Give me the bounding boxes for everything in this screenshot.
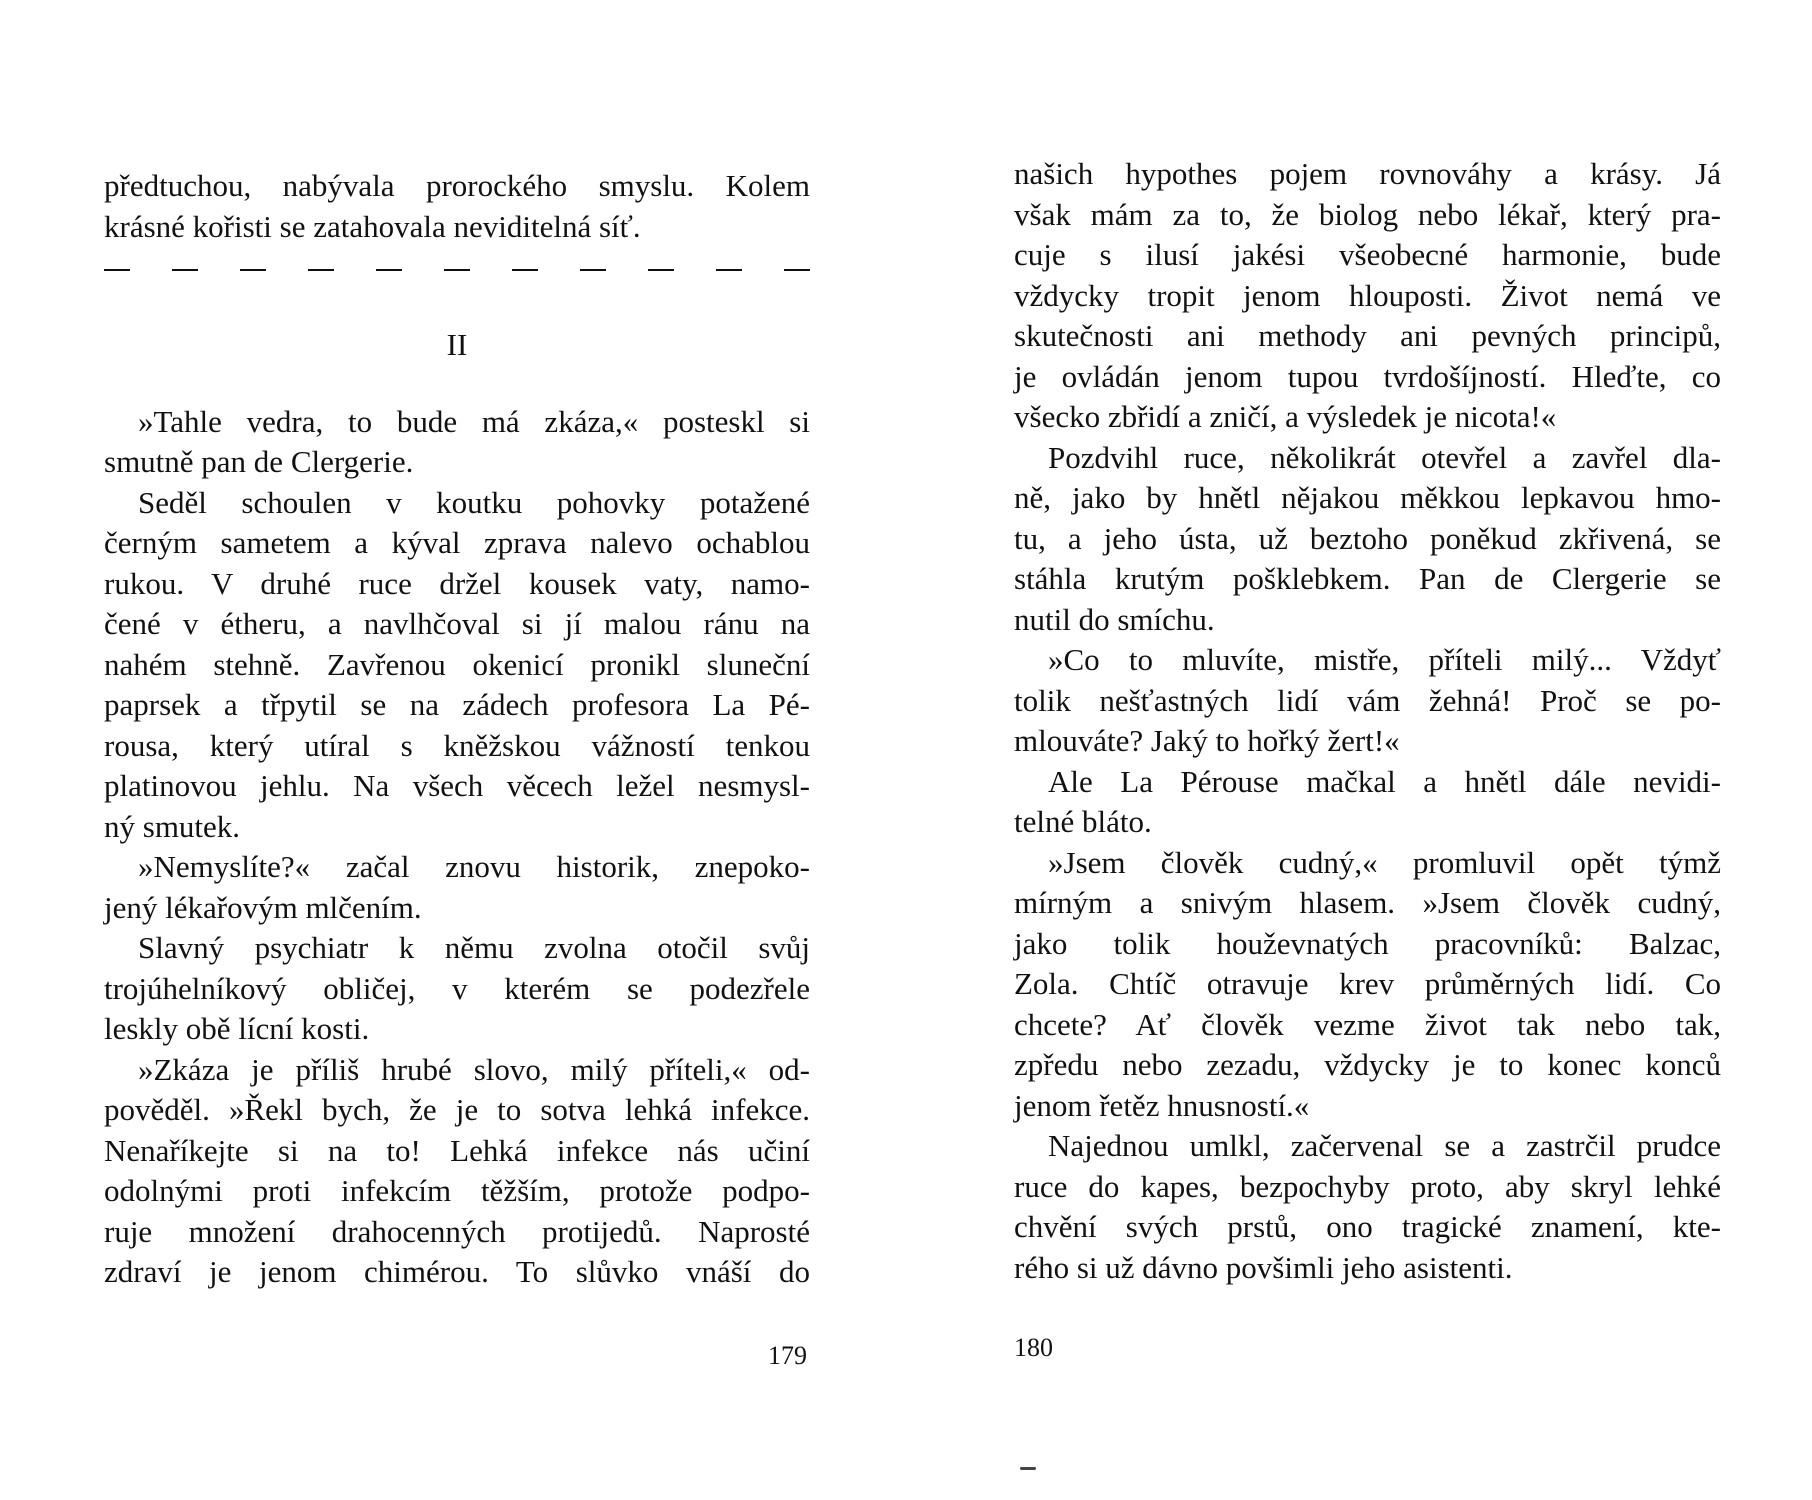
text-line: Nenaříkejte si na to! Lehká infekce nás učiní xyxy=(104,1132,810,1168)
text-line: pověděl. »Řekl bych, že je to sotva lehká infekce. xyxy=(104,1092,810,1127)
text-line: »Jsem člověk cudný,« promluvil opět týmž xyxy=(1048,844,1721,880)
paragraph xyxy=(1014,843,1721,1127)
text-line: rousa, který utíral s kněžskou vážností tenkou xyxy=(104,727,810,763)
text-line: Ale La Pérouse mačkal a hnětl dále nevidi- xyxy=(1048,763,1721,799)
paragraph xyxy=(104,483,810,848)
paragraph xyxy=(1014,154,1721,438)
text-line: stáhla krutým pošklebkem. Pan de Clergerie se xyxy=(1014,561,1721,596)
text-line: ruje množení drahocenných protijedů. Naprosté xyxy=(104,1213,810,1249)
paragraph xyxy=(104,1050,810,1293)
text-line: však mám za to, že biolog nebo lékař, který pra- xyxy=(1014,196,1721,232)
text-line: rého si už dávno povšimli jeho asistenti. xyxy=(1014,1249,1513,1285)
text-line: »Co to mluvíte, mistře, příteli milý... Vždyť xyxy=(1048,642,1721,677)
text-line: telné bláto. xyxy=(1014,804,1152,839)
text-line: Najednou umlkl, začervenal se a zastrčil prudce xyxy=(1048,1128,1721,1163)
paragraph xyxy=(1014,640,1721,762)
paragraph xyxy=(1014,762,1721,843)
right-page-text xyxy=(1014,154,1721,1288)
text-line: smutně pan de Clergerie. xyxy=(104,444,414,479)
text-line: vždycky tropit jenom hlouposti. Život nemá ve xyxy=(1014,277,1721,313)
paragraph xyxy=(1014,438,1721,641)
right-page xyxy=(906,0,1812,1500)
text-line: nutil do smíchu. xyxy=(1014,601,1215,637)
text-line: černým sametem a kýval zprava nalevo ochablou xyxy=(104,525,810,560)
text-line: předtuchou, nabývala prorockého smyslu. Kolem xyxy=(104,168,810,203)
text-line: Seděl schoulen v koutku pohovky potažené xyxy=(138,484,810,520)
text-line: všecko zbřidí a zničí, a výsledek je nicota!« xyxy=(1014,399,1557,434)
text-line: ně, jako by hnětl nějakou měkkou lepkavou hmo- xyxy=(1014,480,1721,515)
text-line: leskly obě lícní kosti. xyxy=(104,1011,370,1046)
text-line: jako tolik houževnatých pracovníků: Balzac, xyxy=(1014,925,1721,961)
text-line: »Tahle vedra, to bude má zkáza,« posteskl si xyxy=(138,403,810,439)
scan-speck xyxy=(1020,1467,1036,1470)
paragraph xyxy=(1014,1126,1721,1288)
text-line: tolik nešťastných lidí vám žehná! Proč se po- xyxy=(1014,682,1721,718)
text-line: jený lékařovým mlčením. xyxy=(104,889,422,925)
scene-break-dashes xyxy=(104,249,810,289)
text-line: našich hypothes pojem rovnováhy a krásy. Já xyxy=(1014,156,1721,191)
text-line: Slavný psychiatr k němu zvolna otočil svůj xyxy=(138,930,810,965)
text-line: zpředu nebo zezadu, vždycky je to konec konců xyxy=(1014,1047,1721,1082)
text-line: Pozdvihl ruce, několikrát otevřel a zavřel dla- xyxy=(1048,439,1721,475)
page-number: 180 xyxy=(1014,1333,1053,1362)
text-line: »Zkáza je příliš hrubé slovo, milý příteli,« od- xyxy=(138,1051,810,1087)
text-line: cuje s ilusí jakési všeobecné harmonie, bude xyxy=(1014,237,1721,272)
text-line: mírným a snivým hlasem. »Jsem člověk cudný, xyxy=(1014,885,1721,920)
text-line: jenom řetěz hnusností.« xyxy=(1014,1087,1310,1123)
text-line: odolnými proti infekcím těžším, protože podpo- xyxy=(104,1173,810,1208)
text-line: rukou. V druhé ruce držel kousek vaty, namo- xyxy=(104,565,810,601)
text-line: chvění svých prstů, ono tragické znamení, kte- xyxy=(1014,1209,1721,1244)
text-line: trojúhelníkový obličej, v kterém se podezřele xyxy=(104,970,810,1006)
text-line: platinovou jehlu. Na všech věcech ležel nesmysl- xyxy=(104,768,810,803)
text-line: chcete? Ať člověk vezme život tak nebo tak, xyxy=(1014,1006,1721,1042)
text-line: čené v étheru, a navlhčoval si jí malou ránu na xyxy=(104,606,810,641)
paragraph xyxy=(104,402,810,483)
text-line: ruce do kapes, bezpochyby proto, aby skryl lehké xyxy=(1014,1168,1721,1204)
text-line: Zola. Chtíč otravuje krev průměrných lidí. Co xyxy=(1014,966,1721,1001)
text-line: zdraví je jenom chimérou. To slůvko vnáší do xyxy=(104,1254,810,1289)
text-line: mlouváte? Jaký to hořký žert!« xyxy=(1014,723,1400,758)
chapter-number: II xyxy=(446,327,468,362)
paragraph xyxy=(104,847,810,928)
text-line: ný smutek. xyxy=(104,808,241,844)
text-line: je ovládán jenom tupou tvrdošíjností. Hleďte, co xyxy=(1014,358,1721,394)
text-line: tu, a jeho ústa, už beztoho poněkud zkřivená, se xyxy=(1014,520,1721,556)
text-line: nahém stehně. Zavřenou okenicí pronikl sluneční xyxy=(104,646,810,682)
text-line: paprsek a třpytil se na zádech profesora La Pé- xyxy=(104,687,810,722)
text-line: »Nemyslíte?« začal znovu historik, znepoko- xyxy=(138,849,810,884)
text-line: skutečnosti ani methody ani pevných principů, xyxy=(1014,318,1721,353)
left-page-text xyxy=(104,166,810,1293)
page-number: 179 xyxy=(768,1341,807,1370)
paragraph xyxy=(104,928,810,1050)
text-line: krásné kořisti se zatahovala neviditelná síť. xyxy=(104,208,641,244)
